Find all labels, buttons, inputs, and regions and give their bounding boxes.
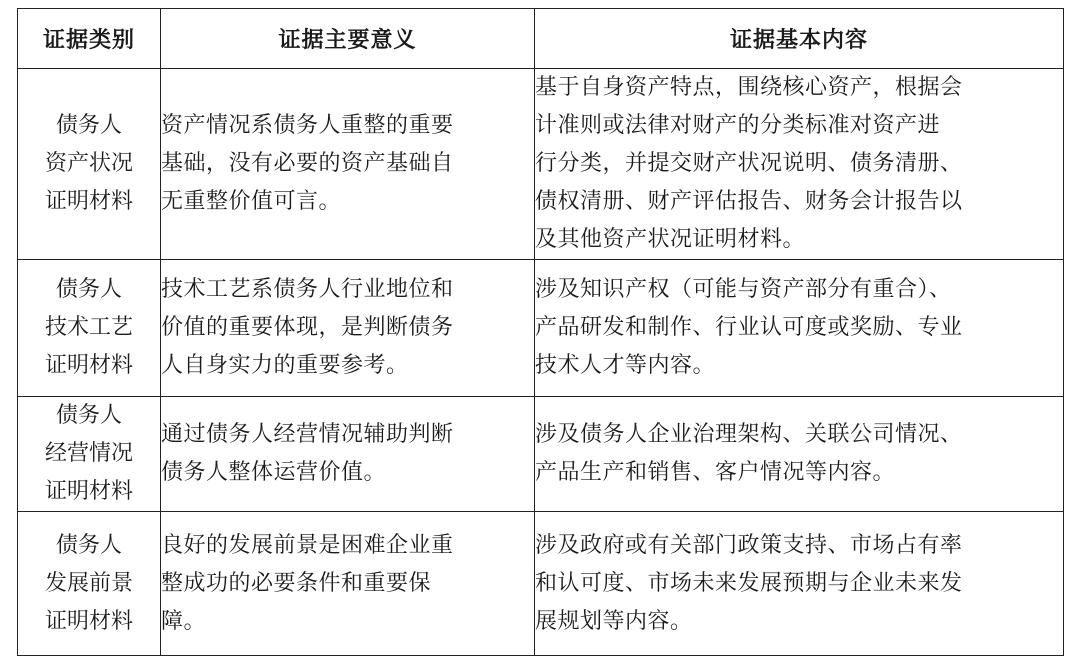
significance-line: 无重整价值可言。 [161, 189, 342, 214]
table-row [18, 69, 1064, 260]
category-line: 债务人 [55, 277, 122, 302]
header-content: 证据基本内容 [535, 9, 1064, 69]
content-line: 产品研发和制作、行业认可度或奖励、专业 [535, 315, 963, 340]
category-line: 资产状况 [44, 151, 133, 176]
significance-cell [161, 260, 535, 397]
category-line: 债务人 [55, 532, 122, 558]
significance-line: 良好的发展前景是困难企业重 [161, 532, 454, 558]
content-line: 产品生产和销售、客户情况等内容。 [535, 460, 896, 485]
header-significance: 证据主要意义 [161, 9, 535, 69]
significance-line: 人自身实力的重要参考。 [161, 353, 409, 378]
content-line: 和认可度、市场未来发展预期与企业未来发 [535, 570, 963, 596]
content-line: 涉及政府或有关部门政策支持、市场占有率 [535, 532, 963, 558]
significance-line: 基础，没有必要的资产基础自 [161, 151, 454, 176]
header-row [18, 9, 1064, 69]
significance-cell [161, 397, 535, 512]
significance-cell [161, 512, 535, 656]
category-cell [18, 260, 161, 397]
significance-line: 资产情况系债务人重整的重要 [161, 113, 454, 138]
category-line: 证明材料 [44, 189, 133, 214]
table-row [18, 512, 1064, 656]
content-cell [535, 69, 1064, 260]
content-line: 计准则或法律对财产的分类标准对资产进 [535, 113, 941, 138]
content-cell [535, 512, 1064, 656]
header-category: 证据类别 [18, 9, 161, 69]
category-cell [18, 512, 161, 656]
content-cell [535, 397, 1064, 512]
category-line: 证明材料 [44, 353, 133, 378]
content-line: 及其他资产状况证明材料。 [535, 227, 806, 252]
significance-line: 债务人整体运营价值。 [161, 460, 387, 485]
category-line: 证明材料 [44, 608, 133, 634]
content-line: 涉及债务人企业治理架构、关联公司情况、 [535, 422, 963, 447]
category-line: 经营情况 [44, 441, 133, 466]
content-line: 展规划等内容。 [535, 608, 693, 634]
significance-line: 整成功的必要条件和重要保 [161, 570, 432, 596]
category-line: 债务人 [55, 113, 122, 138]
table-row [18, 260, 1064, 397]
significance-line: 通过债务人经营情况辅助判断 [161, 422, 454, 447]
category-line: 技术工艺 [44, 315, 133, 340]
content-line: 基于自身资产特点，围绕核心资产，根据会 [535, 75, 963, 100]
significance-line: 价值的重要体现，是判断债务 [161, 315, 454, 340]
significance-line: 障。 [161, 608, 207, 634]
category-cell [18, 397, 161, 512]
evidence-table [17, 8, 1064, 656]
significance-cell [161, 69, 535, 260]
table-row [18, 397, 1064, 512]
content-line: 技术人才等内容。 [535, 353, 716, 378]
category-cell [18, 69, 161, 260]
significance-line: 技术工艺系债务人行业地位和 [161, 277, 454, 302]
content-line: 涉及知识产权（可能与资产部分有重合）、 [535, 277, 952, 302]
content-cell [535, 260, 1064, 397]
content-line: 行分类，并提交财产状况说明、债务清册、 [535, 151, 963, 176]
category-line: 发展前景 [44, 570, 133, 596]
category-line: 证明材料 [44, 479, 133, 504]
category-line: 债务人 [55, 403, 122, 428]
content-line: 债权清册、财产评估报告、财务会计报告以 [535, 189, 963, 214]
